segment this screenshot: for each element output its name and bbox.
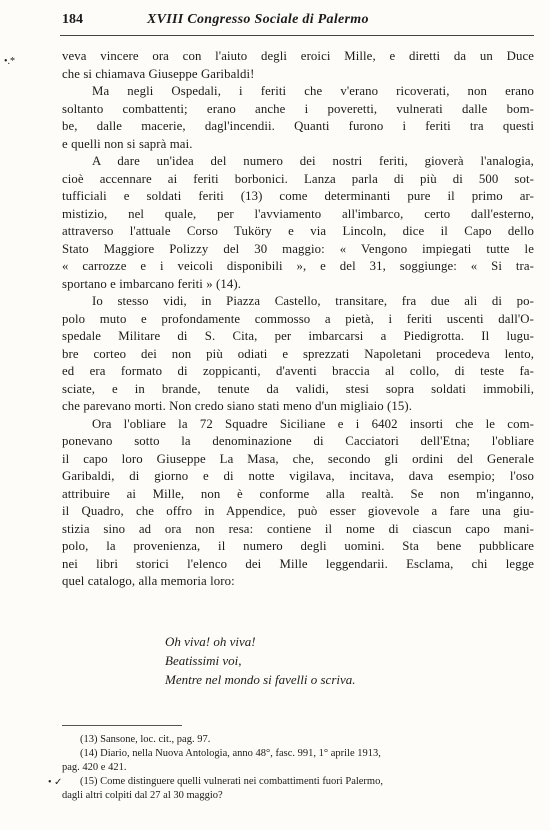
footnote-15-cont: dagli altri colpiti dal 27 al 30 maggio? [62, 790, 223, 801]
text-line: sportano e imbarcano feriti » (14). [62, 276, 242, 291]
text-line: be, dalle macerie, dagl'incendii. Quanti furono i feriti tra questi [62, 119, 534, 133]
text-line: quel catalogo, alla memoria loro: [62, 574, 235, 588]
margin-mark-bottom: • ✓ [48, 777, 63, 788]
text-line: bre corteo dei non più odiati e sprezzati Napoletani procedeva lento, [62, 346, 534, 361]
text-line: Garibaldi, di giorno e di notte vigilava, incitava, dava esempio; l'oso [62, 469, 534, 483]
text-line: Io stesso vidi, in Piazza Castello, transitare, fra due ali di po- [92, 294, 534, 308]
text-line: veva vincere ora con l'aiuto degli eroici Mille, e diretti da un Duce [62, 49, 534, 63]
text-line: ed era formato di zoppicanti, d'aventi braccia al collo, di teste fa- [62, 364, 534, 378]
header-rule [60, 35, 534, 36]
footnote-rule [62, 725, 182, 726]
text-line: attribuire ai Mille, non è conforme alla realtà. Se non m'inganno, [62, 486, 534, 501]
text-line: sciate, e in brande, tenute da validi, stesi sopra soldati immobili, [62, 381, 534, 396]
verse-line: Mentre nel mondo si favelli o scriva. [165, 672, 356, 687]
text-line: Stato Maggiore Polizzy del 30 maggio: « Vengono impiegati tutte le [62, 241, 534, 256]
footnote-13: (13) Sansone, loc. cit., pag. 97. [80, 734, 211, 745]
text-line: e quelli non si saprà mai. [62, 136, 193, 151]
body-text [62, 48, 534, 591]
text-line: Ma negli Ospedali, i feriti che v'erano ricoverati, non erano [92, 84, 534, 98]
text-line: nei libri storici l'elenco dei Mille leggendarii. Esclama, chi legge [62, 556, 534, 571]
text-line: « carrozze e i veicoli disponibili », e del 31, soggiunge: « Si tra- [62, 259, 534, 273]
footnotes [62, 733, 534, 803]
text-line: attraverso l'attuale Corso Tuköry e via Lincoln, dice il Capo dello [62, 224, 534, 238]
text-line: stizia sino ad ora non resa: contiene il nome di ciascun capo mani- [62, 521, 534, 536]
page-header [62, 12, 532, 34]
page-number: 184 [62, 12, 83, 27]
verse-quote [165, 632, 356, 689]
text-line: A dare un'idea del numero dei nostri feriti, gioverà l'analogia, [92, 154, 534, 168]
verse-line: Beatissimi voi, [165, 653, 242, 668]
margin-mark-top: •.* [4, 56, 16, 67]
text-line: mistizio, nel quale, per l'avviamento all'imbarco, certo dall'esterno, [62, 206, 534, 221]
text-line: che si chiamava Giuseppe Garibaldi! [62, 66, 255, 81]
footnote-14-cont: pag. 420 e 421. [62, 762, 127, 773]
text-line: il capo loro Giuseppe La Masa, che, secondo gli ordini del Generale [62, 451, 534, 466]
text-line: ponevano sotto la denominazione di Cacciatori dell'Etna; l'obliare [62, 434, 534, 448]
text-line: spedale Militare di S. Cita, per imbarcarsi a Piedigrotta. Il lugu- [62, 329, 534, 343]
text-line: tufficiali e soldati feriti (13) come determinanti pure il primo ar- [62, 189, 534, 203]
running-title: XVIII Congresso Sociale di Palermo [147, 12, 369, 27]
text-line: cioè accennare ai feriti borbonici. Lanza parla di più di 500 sot- [62, 171, 534, 186]
text-line: il Quadro, che offro in Appendice, può esser giovevole a fare una giu- [62, 504, 534, 518]
text-line: soltanto combattenti; erano anche i poveretti, vulnerati dalle bom- [62, 101, 534, 116]
text-line: che parevano morti. Non credo siano stati meno d'un migliaio (15). [62, 399, 413, 413]
text-line: polo muto e profondamente commosso a pietà, i feriti uscenti dall'O- [62, 311, 534, 326]
footnote-14: (14) Diario, nella Nuova Antologia, anno 48°, fasc. 991, 1° aprile 1913, [80, 748, 381, 759]
footnote-15: (15) Come distinguere quelli vulnerati nei combattimenti fuori Palermo, [80, 776, 383, 787]
verse-line: Oh viva! oh viva! [165, 634, 256, 649]
text-line: polo, la provenienza, il numero degli uomini. Sta bene pubblicare [62, 539, 534, 553]
text-line: Ora l'obliare la 72 Squadre Siciliane e i 6402 insorti che le com- [92, 416, 534, 431]
